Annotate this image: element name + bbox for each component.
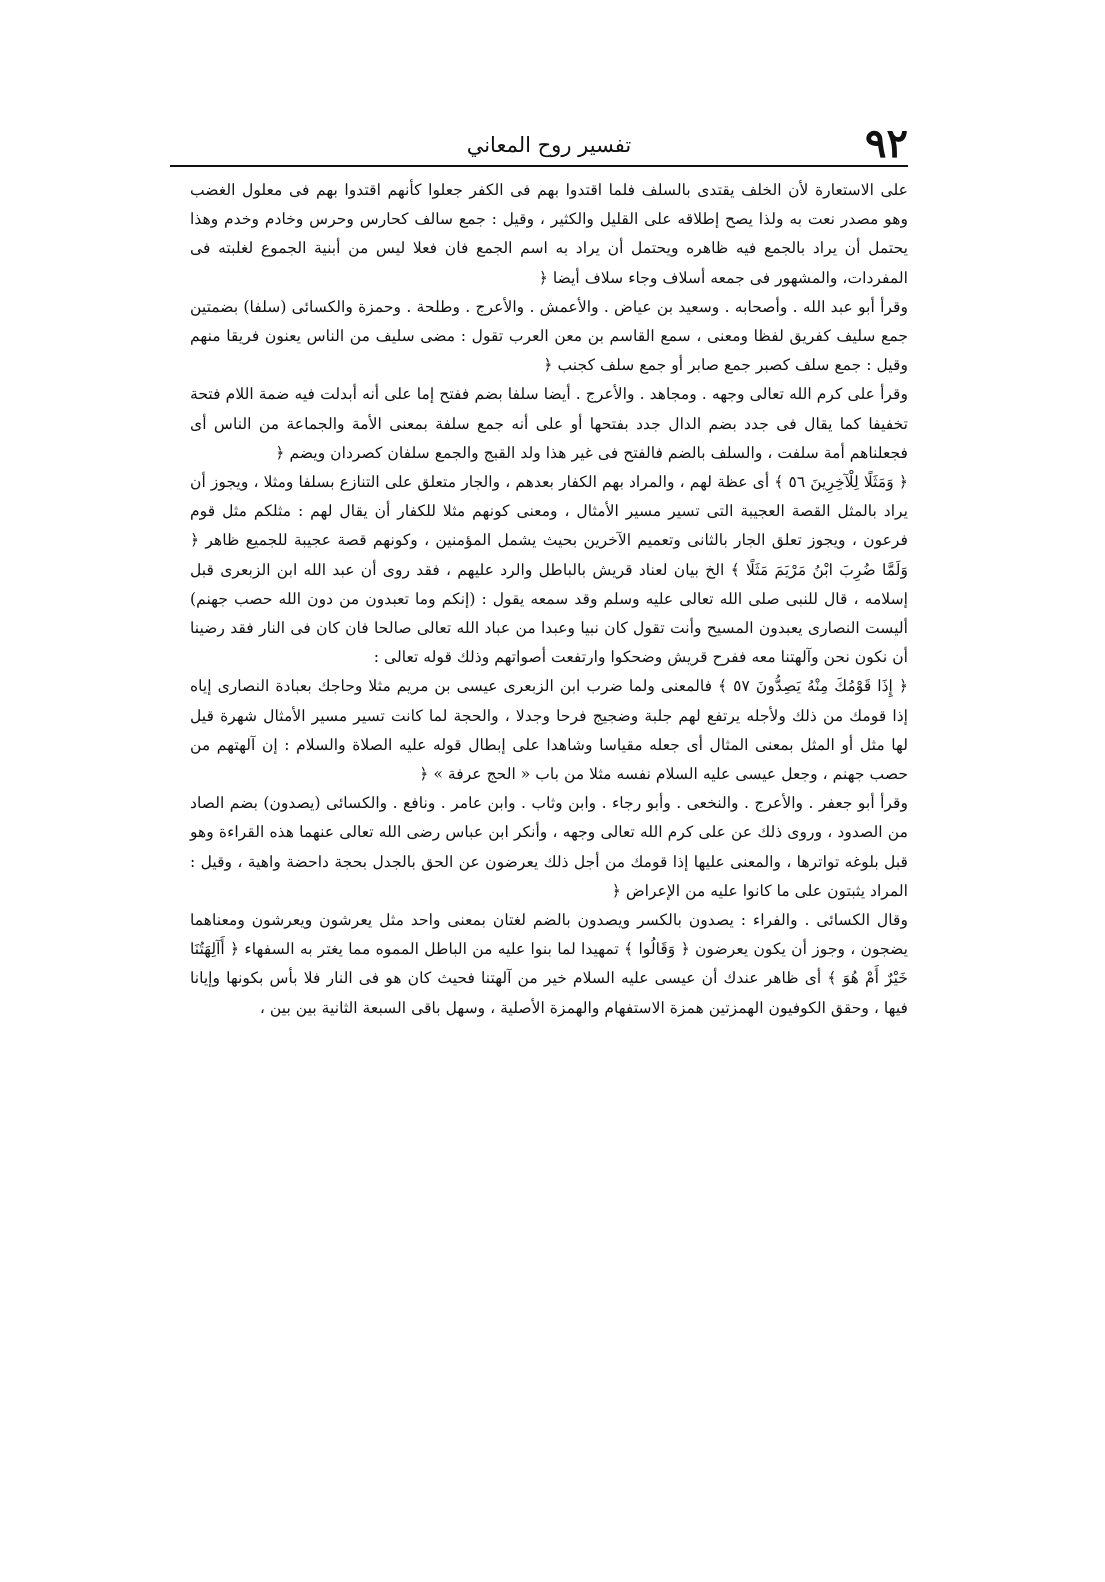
paragraph-6: وقرأ أبو جعفر . والأعرج . والنخعى . وأبو رجاء . وابن وثاب . وابن عامر . ونافع . والكسائى (يصدون) بضم الصاد من الصدود ، وروى ذلك عن على كرم الله تعالى وجهه ، وأنكر ابن عباس رضى الله تعالى عنهما هذه القراءة وهو قبل بلوغه تواترها ، والمعنى عليها إذا قومك من أجل ذلك يعرضون عن الحق بالجدل بحجة داحضة واهية ، وقيل : المراد يثبتون على ما كانوا عليه من الإعراض ﴿	[190, 794, 908, 900]
page-header	[190, 118, 908, 170]
paragraph-1: على الاستعارة لأن الخلف يقتدى بالسلف فلما اقتدوا بهم فى الكفر جعلوا كأنهم اقتدوا بهم فى معلول الغضب وهو مصدر نعت به ولذا يصح إطلاقه على القليل والكثير ، وقيل : جمع سالف كحارس وحرس وخادم وخدم وهذا يحتمل أن يراد بالجمع فيه ظاهره ويحتمل أن يراد به اسم الجمع فان فعلا ليس من أبنية الجموع لغلبته فى المفردات، والمشهور فى جمعه أسلاف وجاء سلاف أيضا ﴿	[190, 181, 908, 287]
paragraph-5: ﴿ إِذَا قَوْمُكَ مِنْهُ يَصِدُّونَ ٥٧ ﴾ فالمعنى ولما ضرب ابن الزبعرى عيسى بن مريم مثلا وحاجك بعبادة النصارى إياه إذا قومك من ذلك ولأجله يرتفع لهم جلبة وضجيج فرحا وجدلا ، والحجة لما كانت تسير مسير الأمثال شهرة قيل لها مثل أو المثل بمعنى المثال أى جعله مقياسا وشاهدا على إبطال قوله عليه الصلاة والسلام : إن آلهتهم من حصب جهنم ، وجعل عيسى عليه السلام نفسه مثلا من باب « الحج عرفة » ﴿	[190, 677, 908, 784]
running-title: تفسير روح المعاني	[466, 133, 632, 157]
paragraph-4: ﴿ وَمَثَلًا لِلْآخِرِينَ ٥٦ ﴾ أى عظة لهم ، والمراد بهم الكفار بعدهم ، والجار متعلق على التنازع بسلفا ومثلا ، ويجوز أن يراد بالمثل القصة العجيبة التى تسير مسير الأمثال ، ومعنى كونهم مثلا للكفار أن يقال لهم : مثلكم مثل قوم فرعون ، ويجوز تعلق الجار بالثانى وتعميم الآخرين بحيث يشمل المؤمنين ، وكونهم قصة عجيبة للجميع ظاهر ﴿ وَلَمَّا ضُرِبَ ابْنُ مَرْيَمَ مَثَلًا ﴾ الخ بيان لعناد قريش بالباطل والرد عليهم ، فقد روى أن عبد الله ابن الزبعرى قبل إسلامه ، قال للنبى صلى الله تعالى عليه وسلم وقد سمعه يقول : (إنكم وما تعبدون من دون الله حصب جهنم) أليست النصارى يعبدون المسيح وأنت تقول كان نبيا وعبدا من عباد الله تعالى صالحا فان كان فى النار فقد رضينا أن نكون نحن وآلهتنا معه ففرح قريش وضحكوا وارتفعت أصواتهم وذلك قوله تعالى :	[190, 473, 908, 667]
header-rule	[170, 165, 908, 167]
page-body	[190, 176, 908, 1023]
page-number: ٩٢	[865, 120, 908, 167]
paragraph-3: وقرأ على كرم الله تعالى وجهه . ومجاهد . والأعرج . أيضا سلفا بضم ففتح إما على أنه أبدلت فيه ضمة اللام فتحة تخفيفا كما يقال فى جدد بضم الدال جدد بفتحها أو على أنه جمع سلفة بمعنى الأمة والجماعة من الناس أى فجعلناهم أمة سلفت ، والسلف بالضم فالفتح فى غير هذا ولد القبج والجمع سلفان كصردان ويضم ﴿	[190, 385, 908, 462]
paragraph-2: وقرأ أبو عبد الله . وأصحابه . وسعيد بن عياض . والأعمش . والأعرج . وطلحة . وحمزة والكسائى (سلفا) بضمتين جمع سليف كفريق لفظا ومعنى ، سمع القاسم بن معن العرب تقول : مضى سليف من الناس يعنون فريقا منهم وقيل : جمع سلف كصبر جمع صابر أو جمع سلف كجنب ﴿	[190, 297, 908, 375]
paragraph-7: وقال الكسائى . والفراء : يصدون بالكسر ويصدون بالضم لغتان بمعنى واحد مثل يعرشون ويعرشون ومعناهما يضجون ، وجوز أن يكون يعرضون ﴿ وَقَالُوا ﴾ تمهيدا لما بنوا عليه من الباطل المموه مما يغتر به السفهاء ﴿ أَآلِهَتُنَا خَيْرٌ أَمْ هُوَ ﴾ أى ظاهر عندك أن عيسى عليه السلام خير من آلهتنا فحيث كان هو فى النار فلا بأس بكونها وإيانا فيها ، وحقق الكوفيون الهمزتين همزة الاستفهام والهمزة الأصلية ، وسهل باقى السبعة الثانية بين بين ،	[190, 911, 908, 1017]
page	[190, 118, 908, 1488]
